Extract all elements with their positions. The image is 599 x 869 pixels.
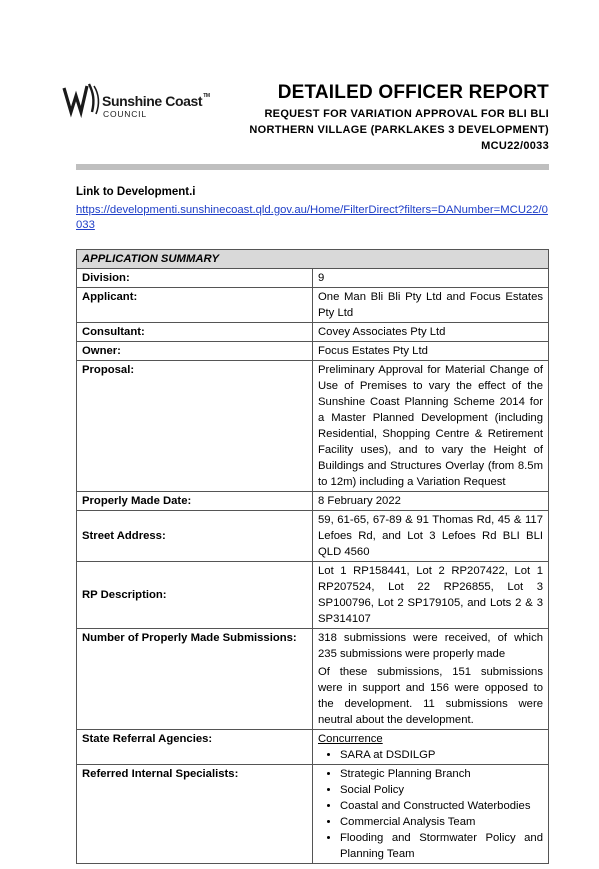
row-value-submissions	[313, 629, 549, 730]
row-label-consultant: Consultant:	[77, 323, 313, 342]
report-reference: MCU22/0033	[481, 140, 549, 152]
logo-trademark: TM	[203, 93, 210, 99]
row-value-proposal: Preliminary Approval for Material Change of Use of Premises to vary the effect of the Sunshine Coast Planning Scheme 2014 for a Master Planned Development (including Residential, Shopping Centre & Retirement Facility uses), and to vary the Height of Buildings and Structures Overlay (from 8.5m to 12m) including a Variation Request	[313, 361, 549, 492]
row-value-state-referral-agencies	[313, 730, 549, 765]
submissions-paragraph-1: 318 submissions were received, of which 235 submissions were properly made	[318, 632, 543, 660]
row-label-properly-made-date: Properly Made Date:	[77, 492, 313, 511]
row-label-submissions: Number of Properly Made Submissions:	[77, 629, 313, 730]
row-label-internal-specialists: Referred Internal Specialists:	[77, 765, 313, 864]
row-value-street-address: 59, 61-65, 67-89 & 91 Thomas Rd, 45 & 117 Lefoes Rd, and Lot 3 Lefoes Rd BLI BLI QLD 4560	[313, 511, 549, 562]
row-label-state-referral-agencies: State Referral Agencies:	[77, 730, 313, 765]
report-subtitle-line2: NORTHERN VILLAGE (PARKLAKES 3 DEVELOPMENT)	[249, 124, 549, 136]
list-item: • Commercial Analysis Team	[340, 814, 543, 830]
table-row	[77, 765, 549, 864]
table-header-row	[77, 250, 549, 269]
row-value-applicant: One Man Bli Bli Pty Ltd and Focus Estates Pty Ltd	[313, 288, 549, 323]
row-label-rp-description: RP Description:	[77, 562, 313, 629]
internal-specialists-list	[318, 766, 543, 862]
logo-mark-icon	[62, 82, 102, 124]
row-label-applicant: Applicant:	[77, 288, 313, 323]
concurrence-heading: Concurrence	[318, 733, 383, 745]
row-value-consultant: Covey Associates Pty Ltd	[313, 323, 549, 342]
row-label-division: Division:	[77, 269, 313, 288]
application-summary-table	[76, 249, 549, 864]
row-value-owner: Focus Estates Pty Ltd	[313, 342, 549, 361]
referral-agency-list	[318, 747, 543, 763]
header-divider	[76, 164, 549, 170]
row-value-internal-specialists	[313, 765, 549, 864]
list-item: • Coastal and Constructed Waterbodies	[340, 798, 543, 814]
logo-council: COUNCIL	[103, 109, 147, 119]
row-label-proposal: Proposal:	[77, 361, 313, 492]
table-row	[77, 323, 549, 342]
row-value-properly-made-date: 8 February 2022	[313, 492, 549, 511]
table-row	[77, 269, 549, 288]
row-label-owner: Owner:	[77, 342, 313, 361]
table-row	[77, 730, 549, 765]
development-i-link[interactable]: https://developmenti.sunshinecoast.qld.gov.au/Home/FilterDirect?filters=DANumber=MCU22/0033	[76, 204, 548, 231]
list-item: • Strategic Planning Branch	[340, 766, 543, 782]
table-row	[77, 288, 549, 323]
table-row	[77, 492, 549, 511]
row-label-street-address: Street Address:	[77, 511, 313, 562]
list-item: • Flooding and Stormwater Policy and Planning Team	[340, 830, 543, 862]
table-row	[77, 629, 549, 730]
logo-name: Sunshine Coast™	[102, 93, 210, 109]
report-header	[249, 80, 549, 154]
table-row	[77, 511, 549, 562]
submissions-paragraph-2: Of these submissions, 151 submissions were in support and 156 were opposed to the development. 11 submissions were neutral about the development.	[318, 666, 543, 726]
list-item: • SARA at DSDILGP	[340, 747, 543, 763]
link-label: Link to Development.i	[76, 186, 196, 198]
table-row	[77, 361, 549, 492]
row-value-division: 9	[313, 269, 549, 288]
table-heading: APPLICATION SUMMARY	[77, 250, 549, 269]
row-value-rp-description: Lot 1 RP158441, Lot 2 RP207422, Lot 1 RP207524, Lot 22 RP26855, Lot 3 SP100796, Lot 2 SP179105, and Lots 2 & 3 SP314107	[313, 562, 549, 629]
report-title: DETAILED OFFICER REPORT	[277, 82, 549, 103]
table-row	[77, 342, 549, 361]
list-item: • Social Policy	[340, 782, 543, 798]
sunshine-coast-council-logo	[62, 82, 212, 128]
table-row	[77, 562, 549, 629]
report-subtitle-line1: REQUEST FOR VARIATION APPROVAL FOR BLI BLI	[264, 108, 549, 120]
